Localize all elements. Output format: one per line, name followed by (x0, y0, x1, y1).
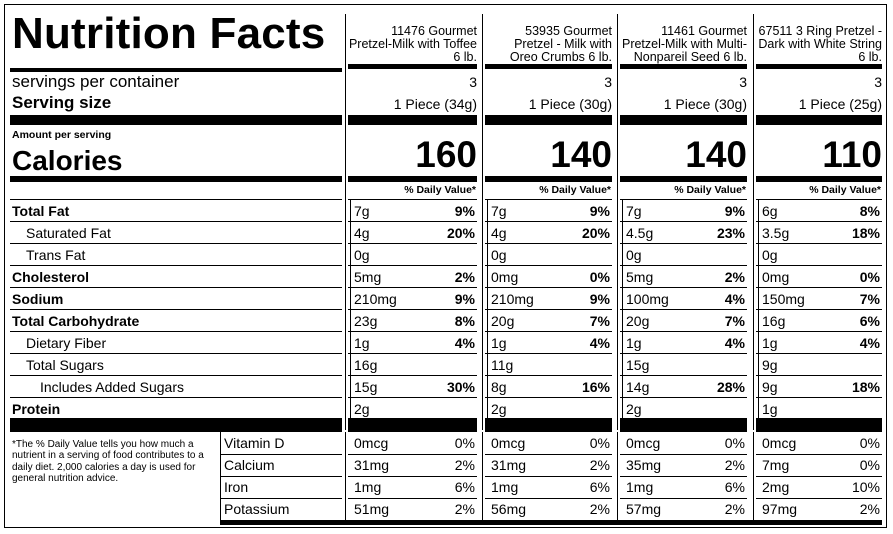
row-rule (485, 353, 612, 354)
row-rule (620, 309, 747, 310)
separator-rule (10, 265, 342, 266)
dv-iron: 6% (589, 479, 610, 495)
dv-saturated-fat: 20% (581, 225, 610, 241)
serving-size-value: 1 Piece (30g) (528, 96, 612, 112)
amount-divider (622, 199, 623, 419)
row-rule (620, 353, 747, 354)
column-rule (485, 418, 612, 432)
dv-total-fat: 9% (589, 203, 610, 219)
calories-value: 160 (415, 134, 477, 175)
column-rule (485, 64, 612, 69)
dv-calcium: 2% (589, 457, 610, 473)
calories-value: 110 (822, 134, 882, 175)
vitamin-label-vitamin-d: Vitamin D (224, 435, 285, 451)
dv-added-sugars: 16% (581, 379, 610, 395)
row-rule (756, 375, 882, 376)
separator-rule (10, 375, 342, 376)
dv-iron: 6% (724, 479, 745, 495)
row-rule (756, 309, 882, 310)
nutrient-label-total-carbohydrate: Total Carbohydrate (12, 313, 140, 329)
row-rule (620, 331, 747, 332)
amount-added-sugars: 15g (354, 379, 378, 395)
dv-saturated-fat: 18% (851, 225, 880, 241)
dv-sodium: 9% (589, 291, 610, 307)
row-rule (620, 221, 747, 222)
servings-value: 3 (604, 74, 612, 90)
amount-potassium: 56mg (491, 501, 527, 517)
amount-total-sugars: 11g (491, 357, 514, 373)
column-rule (348, 418, 477, 432)
dv-potassium: 2% (589, 501, 610, 517)
column-rule (348, 115, 477, 125)
amount-trans-fat: 0g (626, 247, 642, 263)
amount-sodium: 210mg (354, 291, 397, 307)
dv-cholesterol: 2% (454, 269, 475, 285)
serving-size-value: 1 Piece (34g) (393, 96, 477, 112)
dv-added-sugars: 28% (716, 379, 745, 395)
amount-cholesterol: 0mg (762, 269, 790, 285)
nutrient-label-saturated-fat: Saturated Fat (26, 225, 111, 241)
amount-total-fat: 7g (626, 203, 642, 219)
row-rule (485, 498, 612, 499)
separator-rule (10, 353, 342, 354)
row-rule (485, 199, 612, 200)
row-rule (756, 353, 882, 354)
dv-total-fat: 8% (859, 203, 880, 219)
separator-rule (10, 287, 342, 288)
row-rule (620, 265, 747, 266)
servings-value: 3 (874, 74, 882, 90)
row-rule (756, 265, 882, 266)
amount-trans-fat: 0g (491, 247, 507, 263)
dv-sodium: 7% (859, 291, 880, 307)
serving-size-value: 1 Piece (30g) (663, 96, 747, 112)
product-name-box (348, 0, 477, 64)
separator-rule (10, 418, 342, 432)
amount-dietary-fiber: 1g (491, 335, 507, 351)
calories-value: 140 (550, 134, 612, 175)
nutrient-label-cholesterol: Cholesterol (12, 269, 90, 285)
amount-total-fat: 7g (354, 203, 370, 219)
row-rule (348, 309, 477, 310)
daily-value-footnote: *The % Daily Value tells you how much a nutrient in a serving of food contributes to a daily diet. 2,000 calories a day is used for general nutrition advice. (12, 439, 204, 484)
separator-rule (10, 176, 342, 182)
dv-added-sugars: 18% (851, 379, 880, 395)
row-rule (348, 353, 477, 354)
amount-sodium: 100mg (626, 291, 669, 307)
row-rule (620, 397, 747, 398)
amount-saturated-fat: 4g (491, 225, 507, 241)
amount-iron: 2mg (762, 479, 790, 495)
row-rule (756, 199, 882, 200)
row-rule (620, 476, 747, 477)
column-rule (620, 64, 747, 69)
row-rule (620, 243, 747, 244)
dv-cholesterol: 0% (589, 269, 610, 285)
dv-total-carbohydrate: 6% (859, 313, 880, 329)
amount-dietary-fiber: 1g (354, 335, 370, 351)
dv-dietary-fiber: 4% (454, 335, 475, 351)
daily-value-header: % Daily Value* (404, 184, 476, 196)
dv-sodium: 4% (724, 291, 745, 307)
column-divider (482, 432, 483, 520)
row-rule (485, 476, 612, 477)
row-rule (348, 331, 477, 332)
amount-total-sugars: 15g (626, 357, 650, 373)
dv-total-carbohydrate: 7% (724, 313, 745, 329)
dv-vitamin-d: 0% (589, 435, 610, 451)
product-name: 11476 Gourmet Pretzel-Milk with Toffee 6 lb. (348, 24, 477, 64)
column-rule (348, 176, 477, 182)
amount-vitamin-d: 0mcg (762, 435, 797, 451)
row-rule (348, 397, 477, 398)
nutrient-label-total-sugars: Total Sugars (26, 357, 104, 373)
daily-value-header: % Daily Value* (539, 184, 611, 196)
row-rule (620, 498, 747, 499)
dv-sodium: 9% (454, 291, 475, 307)
dv-vitamin-d: 0% (724, 435, 745, 451)
row-rule (620, 287, 747, 288)
amount-trans-fat: 0g (762, 247, 778, 263)
amount-saturated-fat: 4g (354, 225, 370, 241)
dv-potassium: 2% (454, 501, 475, 517)
column-rule (756, 64, 882, 69)
product-name: 11461 Gourmet Pretzel-Milk with Multi-Nonpareil Seed 6 lb. (621, 24, 747, 64)
amount-total-carbohydrate: 20g (491, 313, 515, 329)
separator-rule (10, 115, 342, 125)
amount-total-carbohydrate: 16g (762, 313, 786, 329)
product-name-box (620, 0, 747, 64)
row-rule (348, 221, 477, 222)
amount-saturated-fat: 3.5g (762, 225, 790, 241)
row-rule (485, 221, 612, 222)
amount-divider (758, 199, 759, 419)
column-rule (620, 115, 747, 125)
amount-protein: 2g (354, 401, 370, 417)
row-rule (485, 454, 612, 455)
product-name: 67511 3 Ring Pretzel - Dark with White String 6 lb. (758, 24, 882, 64)
row-rule (756, 397, 882, 398)
vitamin-label-calcium: Calcium (224, 457, 275, 473)
nutrient-label-trans-fat: Trans Fat (26, 247, 86, 263)
amount-calcium: 31mg (354, 457, 390, 473)
product-name: 53935 Gourmet Pretzel - Milk with Oreo Crumbs 6 lb. (509, 24, 612, 64)
row-rule (348, 454, 477, 455)
amount-iron: 1mg (354, 479, 382, 495)
row-rule (756, 498, 882, 499)
dv-iron: 6% (454, 479, 475, 495)
serving-size-value: 1 Piece (25g) (798, 96, 882, 112)
dv-calcium: 2% (454, 457, 475, 473)
separator-rule (10, 199, 342, 200)
row-rule (485, 375, 612, 376)
dv-vitamin-d: 0% (859, 435, 880, 451)
vitamin-rule (220, 454, 342, 455)
column-rule (485, 176, 612, 182)
vitamin-label-potassium: Potassium (224, 501, 290, 517)
amount-added-sugars: 8g (491, 379, 507, 395)
column-divider (617, 432, 618, 520)
nutrient-label-total-fat: Total Fat (12, 203, 70, 219)
dv-total-carbohydrate: 8% (454, 313, 475, 329)
row-rule (485, 287, 612, 288)
amount-total-fat: 7g (491, 203, 507, 219)
amount-divider (487, 199, 488, 419)
row-rule (348, 287, 477, 288)
daily-value-header: % Daily Value* (809, 184, 881, 196)
separator-rule (10, 397, 342, 398)
dv-dietary-fiber: 4% (724, 335, 745, 351)
dv-potassium: 2% (859, 501, 880, 517)
amount-saturated-fat: 4.5g (626, 225, 654, 241)
separator-rule (10, 221, 342, 222)
row-rule (485, 397, 612, 398)
dv-iron: 10% (851, 479, 880, 495)
dv-cholesterol: 0% (859, 269, 880, 285)
column-divider (345, 432, 346, 520)
row-rule (756, 243, 882, 244)
amount-cholesterol: 5mg (626, 269, 654, 285)
amount-divider (350, 199, 351, 419)
amount-added-sugars: 9g (762, 379, 778, 395)
row-rule (620, 199, 747, 200)
amount-dietary-fiber: 1g (762, 335, 778, 351)
servings-value: 3 (739, 74, 747, 90)
amount-sodium: 150mg (762, 291, 805, 307)
amount-potassium: 51mg (354, 501, 390, 517)
serving-size-label: Serving size (12, 93, 112, 112)
amount-total-carbohydrate: 20g (626, 313, 650, 329)
separator-rule (10, 68, 342, 72)
amount-potassium: 57mg (626, 501, 662, 517)
amount-cholesterol: 5mg (354, 269, 382, 285)
calories-label: Calories (12, 145, 123, 176)
amount-iron: 1mg (491, 479, 519, 495)
row-rule (485, 331, 612, 332)
row-rule (485, 309, 612, 310)
amount-cholesterol: 0mg (491, 269, 519, 285)
dv-total-fat: 9% (724, 203, 745, 219)
row-rule (348, 243, 477, 244)
amount-calcium: 7mg (762, 457, 790, 473)
row-rule (620, 454, 747, 455)
vitamin-label-iron: Iron (224, 479, 249, 495)
column-divider (345, 14, 346, 430)
dv-cholesterol: 2% (724, 269, 745, 285)
vitamin-rule (220, 476, 342, 477)
column-rule (756, 176, 882, 182)
row-rule (485, 243, 612, 244)
column-divider (753, 14, 754, 430)
row-rule (348, 476, 477, 477)
column-divider (753, 432, 754, 520)
row-rule (756, 221, 882, 222)
amount-calcium: 31mg (491, 457, 527, 473)
amount-trans-fat: 0g (354, 247, 370, 263)
row-rule (348, 498, 477, 499)
column-rule (620, 176, 747, 182)
product-name-box (756, 0, 882, 64)
servings-per-container-label: servings per container (12, 72, 180, 91)
bottom-rule (220, 520, 882, 525)
dv-vitamin-d: 0% (454, 435, 475, 451)
dv-saturated-fat: 20% (446, 225, 475, 241)
amount-calcium: 35mg (626, 457, 662, 473)
amount-total-sugars: 9g (762, 357, 778, 373)
dv-calcium: 2% (724, 457, 745, 473)
daily-value-header: % Daily Value* (674, 184, 746, 196)
column-rule (348, 64, 477, 69)
product-name-box (485, 0, 612, 64)
row-rule (348, 199, 477, 200)
row-rule (756, 287, 882, 288)
amount-protein: 2g (626, 401, 642, 417)
vitamin-rule (220, 498, 342, 499)
separator-rule (10, 243, 342, 244)
separator-rule (10, 331, 342, 332)
nutrient-label-added-sugars: Includes Added Sugars (40, 379, 184, 395)
amount-protein: 1g (762, 401, 778, 417)
amount-iron: 1mg (626, 479, 654, 495)
nutrient-label-dietary-fiber: Dietary Fiber (26, 335, 107, 351)
column-rule (485, 115, 612, 125)
amount-total-fat: 6g (762, 203, 778, 219)
amount-total-sugars: 16g (354, 357, 378, 373)
amount-dietary-fiber: 1g (626, 335, 642, 351)
row-rule (348, 265, 477, 266)
row-rule (620, 375, 747, 376)
amount-per-serving-label: Amount per serving (12, 129, 112, 141)
column-rule (756, 418, 882, 432)
row-rule (756, 454, 882, 455)
dv-dietary-fiber: 4% (589, 335, 610, 351)
dv-calcium: 0% (859, 457, 880, 473)
amount-added-sugars: 14g (626, 379, 650, 395)
amount-vitamin-d: 0mcg (626, 435, 661, 451)
dv-total-fat: 9% (454, 203, 475, 219)
amount-potassium: 97mg (762, 501, 798, 517)
row-rule (485, 265, 612, 266)
dv-added-sugars: 30% (446, 379, 475, 395)
row-rule (756, 331, 882, 332)
calories-value: 140 (685, 134, 747, 175)
servings-value: 3 (469, 74, 477, 90)
amount-vitamin-d: 0mcg (491, 435, 526, 451)
column-divider (617, 14, 618, 430)
amount-total-carbohydrate: 23g (354, 313, 378, 329)
nutrient-label-sodium: Sodium (12, 291, 64, 307)
row-rule (348, 375, 477, 376)
dv-potassium: 2% (724, 501, 745, 517)
dv-saturated-fat: 23% (716, 225, 745, 241)
amount-vitamin-d: 0mcg (354, 435, 389, 451)
dv-total-carbohydrate: 7% (589, 313, 610, 329)
separator-rule (10, 309, 342, 310)
column-rule (620, 418, 747, 432)
column-rule (756, 115, 882, 125)
column-divider (482, 14, 483, 430)
amount-protein: 2g (491, 401, 507, 417)
dv-dietary-fiber: 4% (859, 335, 880, 351)
amount-sodium: 210mg (491, 291, 534, 307)
panel-title: Nutrition Facts (12, 9, 326, 58)
nutrient-label-protein: Protein (12, 401, 61, 417)
row-rule (756, 476, 882, 477)
